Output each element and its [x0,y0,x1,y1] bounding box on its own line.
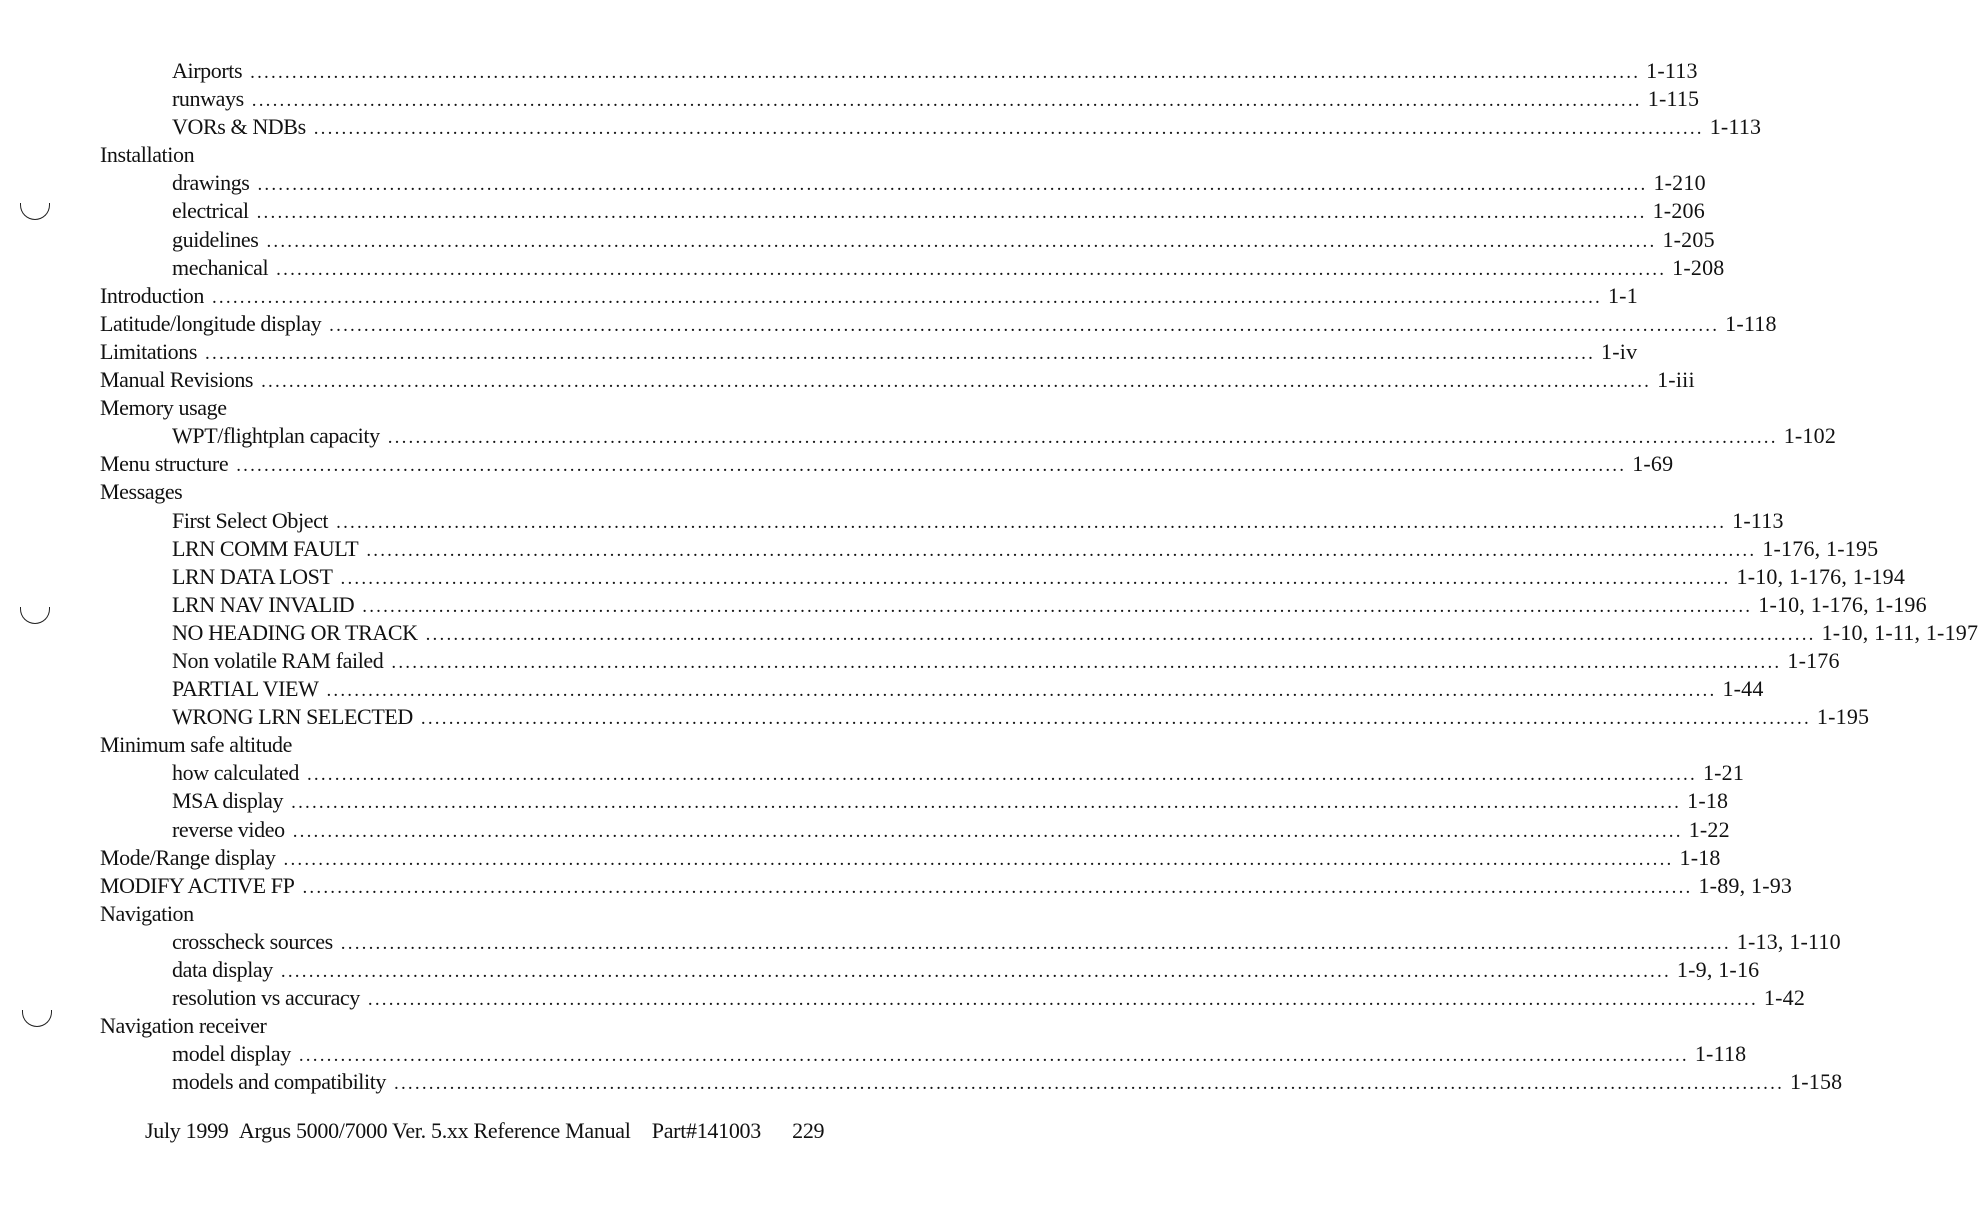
index-entry [0,844,1721,872]
index-term: drawings [172,170,250,196]
index-term: model display [172,1041,291,1067]
page-footer [145,1117,824,1145]
dot-leader: ........................................................................................................................................................................................................ [340,932,1731,954]
dot-leader: ........................................................................................................................................................................................................ [266,230,1657,252]
index-term: Mode/Range display [100,844,276,870]
index-list [0,57,1978,1096]
dot-leader: ........................................................................................................................................................................................................ [329,314,1720,336]
dot-leader: ........................................................................................................................................................................................................ [367,989,1758,1011]
index-term: guidelines [172,226,259,252]
dot-leader: ........................................................................................................................................................................................................ [313,118,1704,140]
index-page-refs: 1-22 [1688,816,1730,842]
index-page-refs: 1-208 [1672,254,1725,280]
index-entry [0,731,1007,759]
index-subentry [0,984,1806,1012]
index-page-refs: 1-89, 1-93 [1698,872,1793,898]
index-page-refs: 1-113 [1732,507,1784,533]
footer-manual-title: Argus 5000/7000 Ver. 5.xx Reference Manual [238,1118,631,1143]
index-term: WRONG LRN SELECTED [172,704,413,730]
index-subentry [0,422,1837,450]
dot-leader: ........................................................................................................................................................................................................ [302,876,1693,898]
index-subentry [0,591,1927,619]
dot-leader: ........................................................................................................................................................................................................ [257,174,1648,196]
footer-part-number: Part#141003 [651,1118,761,1143]
dot-leader: ........................................................................................................................................................................................................ [205,342,1596,364]
index-page-refs: 1-18 [1687,788,1729,814]
index-subentry [0,1068,1843,1096]
dot-leader: ........................................................................................................................................................................................................ [391,651,1782,673]
index-term: runways [172,86,244,112]
index-term: mechanical [172,254,269,280]
index-page-refs: 1-42 [1763,985,1806,1011]
index-entry [0,338,1638,366]
index-subentry [0,647,1840,675]
index-page-refs: 1-113 [1646,58,1698,83]
index-subentry [0,787,1729,815]
index-term: Messages [100,479,183,505]
index-term: electrical [172,198,249,224]
index-page-refs: 1-118 [1725,310,1777,336]
index-page-refs: 1-13, 1-110 [1736,928,1841,954]
index-term: Installation [100,142,195,168]
dot-leader: ........................................................................................................................................................................................................ [291,792,1682,814]
index-term: Minimum safe altitude [100,732,293,758]
index-entry [0,478,1007,506]
dot-leader: ........................................................................................................................................................................................................ [292,820,1683,842]
footer-page-number: 229 [792,1118,825,1143]
dot-leader: ........................................................................................................................................................................................................ [306,764,1697,786]
index-page-refs: 1-iii [1657,367,1695,393]
index-subentry [0,197,1705,225]
index-term: PARTIAL VIEW [172,676,319,702]
index-page-refs: 1-10, 1-11, 1-197 [1821,619,1978,645]
index-term: reverse video [172,816,285,842]
index-page-refs: 1-176 [1787,647,1840,673]
index-page-refs: 1-210 [1653,170,1706,196]
dot-leader: ........................................................................................................................................................................................................ [326,680,1717,702]
index-page-refs: 1-10, 1-176, 1-196 [1758,591,1927,617]
footer-date: July 1999 [145,1118,229,1143]
index-term: MODIFY ACTIVE FP [100,872,295,898]
index-term: MSA display [172,788,284,814]
index-subentry [0,226,1715,254]
index-entry [0,872,1793,900]
index-entry [0,394,1007,422]
index-term: LRN NAV INVALID [172,591,355,617]
index-term: VORs & NDBs [172,114,306,140]
index-entry [0,1012,1007,1040]
index-page-refs: 1-102 [1783,423,1837,449]
index-page-refs: 1-118 [1694,1041,1747,1067]
index-term: Non volatile RAM failed [172,647,384,673]
index-subentry [0,816,1730,844]
index-subentry [0,1040,1747,1068]
index-term: Manual Revisions [100,367,254,393]
dot-leader: ........................................................................................................................................................................................................ [394,1073,1785,1095]
index-page-refs: 1-9, 1-16 [1676,957,1760,982]
index-entry [0,450,1674,478]
index-term: how calculated [172,760,299,786]
index-subentry [0,57,1698,85]
index-term: Latitude/longitude display [100,310,322,336]
index-term: WPT/flightplan capacity [172,423,380,449]
dot-leader: ........................................................................................................................................................................................................ [420,708,1811,730]
index-subentry [0,507,1784,535]
dot-leader: ........................................................................................................................................................................................................ [387,427,1778,449]
index-subentry [0,563,1906,591]
index-page-refs: 1-206 [1652,198,1705,224]
index-entry [0,310,1777,338]
index-subentry [0,254,1725,282]
index-entry [0,900,1007,928]
index-subentry [0,675,1764,703]
index-term: crosscheck sources [172,928,333,954]
index-subentry [0,928,1841,956]
index-term: LRN DATA LOST [172,563,333,589]
index-page-refs: 1-113 [1709,114,1762,140]
index-term: data display [172,957,273,982]
dot-leader: ........................................................................................................................................................................................................ [283,848,1674,870]
dot-leader: ........................................................................................................................................................................................................ [425,623,1816,645]
index-page-refs: 1-18 [1679,844,1721,870]
index-term: resolution vs accuracy [172,985,360,1011]
index-page-refs: 1-10, 1-176, 1-194 [1736,563,1906,589]
index-term: Limitations [100,338,198,364]
index-subentry [0,703,1870,731]
index-subentry [0,113,1762,141]
dot-leader: ........................................................................................................................................................................................................ [340,567,1731,589]
index-term: Menu structure [100,451,229,477]
index-term: Navigation [100,900,194,926]
index-subentry [0,759,1745,787]
index-page-refs: 1-195 [1816,704,1870,730]
dot-leader: ........................................................................................................................................................................................................ [366,539,1757,561]
index-term: Navigation receiver [100,1013,267,1039]
index-subentry [0,956,1760,984]
index-term: NO HEADING OR TRACK [172,619,418,645]
index-term: First Select Object [172,507,329,533]
index-page-refs: 1-iv [1601,338,1638,364]
index-page-refs: 1-158 [1790,1069,1843,1095]
index-page-refs: 1-21 [1702,760,1745,786]
index-entry [0,282,1638,310]
dot-leader: ........................................................................................................................................................................................................ [336,511,1727,533]
index-term: Airports [172,58,243,83]
dot-leader: ........................................................................................................................................................................................................ [362,595,1753,617]
dot-leader: ........................................................................................................................................................................................................ [251,90,1642,112]
index-page-refs: 1-44 [1722,676,1764,702]
index-term: Memory usage [100,395,227,421]
index-page-refs: 1-115 [1647,86,1700,112]
index-entry [0,141,1007,169]
dot-leader: ........................................................................................................................................................................................................ [236,455,1627,477]
index-term: LRN COMM FAULT [172,535,359,561]
index-term: models and compatibility [172,1069,387,1095]
index-page-refs: 1-1 [1607,282,1638,308]
index-page-refs: 1-205 [1662,226,1715,252]
index-subentry [0,85,1700,113]
index-subentry [0,619,1978,647]
index-page-refs: 1-69 [1632,451,1674,477]
dot-leader: ........................................................................................................................................................................................................ [250,62,1641,83]
dot-leader: ........................................................................................................................................................................................................ [256,202,1647,224]
index-subentry [0,535,1879,563]
dot-leader: ........................................................................................................................................................................................................ [211,286,1602,308]
index-page-refs: 1-176, 1-195 [1762,535,1879,561]
dot-leader: ........................................................................................................................................................................................................ [298,1045,1689,1067]
dot-leader: ........................................................................................................................................................................................................ [276,258,1667,280]
index-term: Introduction [100,282,204,308]
dot-leader: ........................................................................................................................................................................................................ [261,371,1652,393]
dot-leader: ........................................................................................................................................................................................................ [280,961,1671,982]
index-entry [0,366,1695,394]
index-subentry [0,169,1706,197]
